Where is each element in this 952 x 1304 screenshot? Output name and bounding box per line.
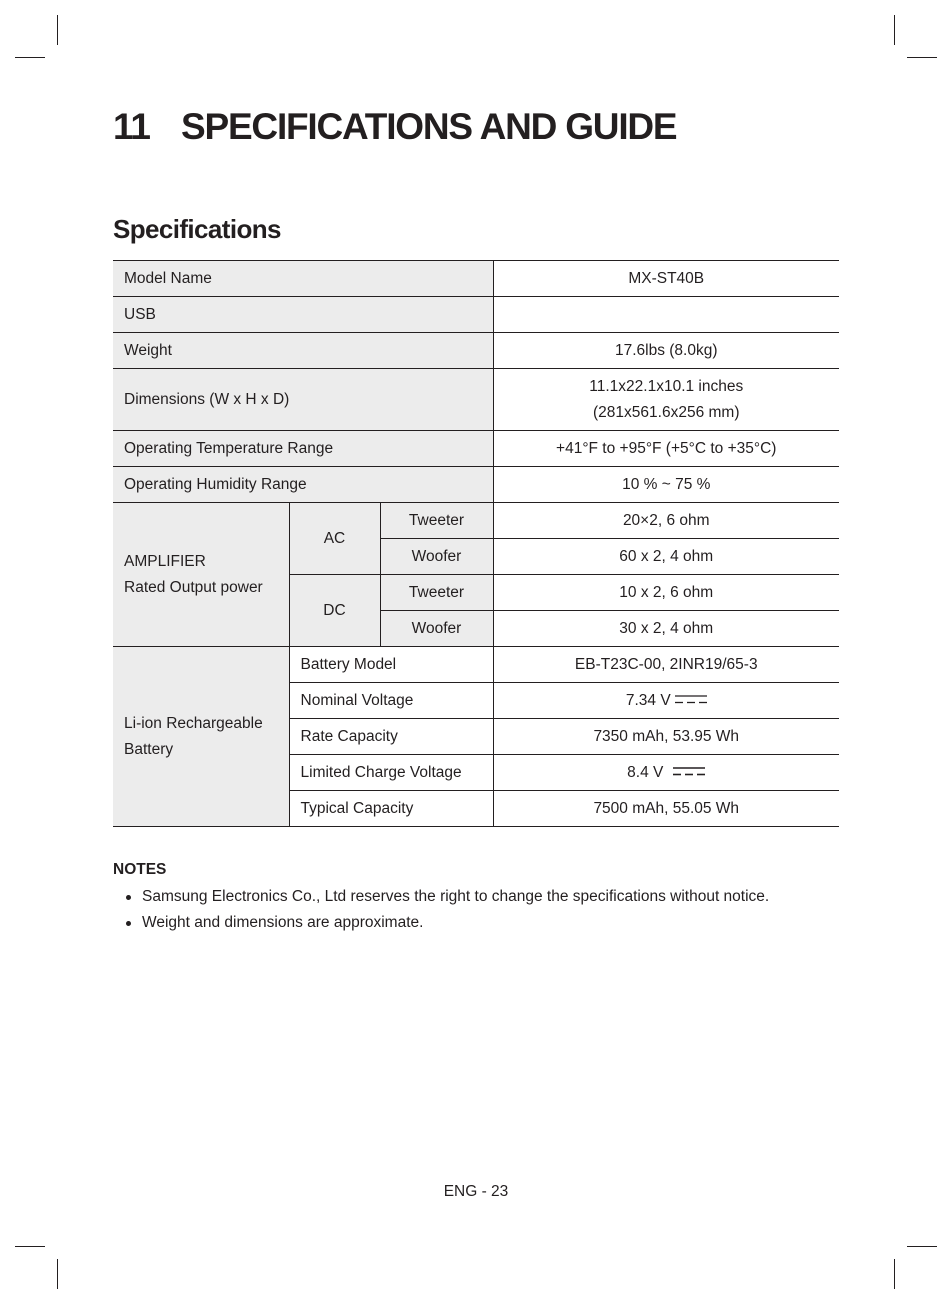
speaker-label: Woofer: [380, 611, 493, 647]
crop-mark: [907, 1246, 937, 1247]
dc-current-icon: [675, 695, 707, 704]
spec-value: 20×2, 6 ohm: [493, 503, 839, 539]
spec-value: 10 x 2, 6 ohm: [493, 575, 839, 611]
crop-mark: [57, 15, 58, 45]
table-row: [113, 647, 839, 683]
spec-label: Limited Charge Voltage: [289, 755, 493, 791]
table-row: [113, 297, 839, 333]
spec-label: Operating Humidity Range: [113, 467, 493, 503]
table-row: [113, 503, 839, 539]
ac-label: AC: [289, 503, 380, 575]
table-row: [113, 467, 839, 503]
spec-value: 7350 mAh, 53.95 Wh: [493, 719, 839, 755]
notes-list: [113, 884, 853, 936]
dimensions-inches: 11.1x22.1x10.1 inches: [589, 377, 744, 395]
crop-mark: [894, 1259, 895, 1289]
crop-mark: [894, 15, 895, 45]
speaker-label: Tweeter: [380, 503, 493, 539]
specifications-table: [113, 260, 839, 827]
spec-label: Nominal Voltage: [289, 683, 493, 719]
table-row: [113, 431, 839, 467]
battery-label-line1: Li-ion Rechargeable: [124, 714, 263, 732]
page-number: ENG - 23: [443, 1183, 509, 1200]
spec-label: Rate Capacity: [289, 719, 493, 755]
battery-label: [113, 647, 289, 827]
dimensions-mm: (281x561.6x256 mm): [593, 403, 740, 421]
crop-mark: [15, 57, 45, 58]
list-item: Samsung Electronics Co., Ltd reserves the right to change the specifications without notice.: [113, 884, 853, 910]
spec-value: 10 % ~ 75 %: [493, 467, 839, 503]
table-row: [113, 261, 839, 297]
spec-label: Operating Temperature Range: [113, 431, 493, 467]
table-row: [113, 333, 839, 369]
spec-label: Typical Capacity: [289, 791, 493, 827]
spec-value: [493, 369, 839, 431]
spec-value: [493, 755, 839, 791]
notes-title: NOTES: [113, 861, 167, 878]
spec-value: [493, 683, 839, 719]
spec-label: USB: [113, 297, 493, 333]
spec-value: MX-ST40B: [493, 261, 839, 297]
spec-value: 17.6lbs (8.0kg): [493, 333, 839, 369]
spec-value: +41°F to +95°F (+5°C to +35°C): [493, 431, 839, 467]
section-title: Specifications: [113, 214, 281, 244]
spec-label: Weight: [113, 333, 493, 369]
spec-value: EB-T23C-00, 2INR19/65-3: [493, 647, 839, 683]
spec-label: Dimensions (W x H x D): [113, 369, 493, 431]
dc-label: DC: [289, 575, 380, 647]
amplifier-label: [113, 503, 289, 647]
chapter-number: 11: [113, 106, 150, 147]
chapter-heading: [113, 106, 676, 148]
amplifier-label-line2: Rated Output power: [124, 578, 263, 596]
crop-mark: [15, 1246, 45, 1247]
dc-current-icon: [673, 767, 705, 776]
speaker-label: Woofer: [380, 539, 493, 575]
spec-value: 7500 mAh, 55.05 Wh: [493, 791, 839, 827]
battery-label-line2: Battery: [124, 740, 174, 758]
table-row: [113, 369, 839, 431]
crop-mark: [907, 57, 937, 58]
spec-label: Model Name: [113, 261, 493, 297]
amplifier-label-line1: AMPLIFIER: [124, 552, 206, 570]
list-item: Weight and dimensions are approximate.: [113, 910, 853, 936]
speaker-label: Tweeter: [380, 575, 493, 611]
nominal-voltage-value: 7.34 V: [625, 691, 671, 709]
spec-label: Battery Model: [289, 647, 493, 683]
spec-value: 60 x 2, 4 ohm: [493, 539, 839, 575]
spec-value: 30 x 2, 4 ohm: [493, 611, 839, 647]
crop-mark: [57, 1259, 58, 1289]
charge-voltage-value: 8.4 V: [627, 763, 664, 781]
spec-value: [493, 297, 839, 333]
chapter-title: SPECIFICATIONS AND GUIDE: [181, 106, 677, 147]
